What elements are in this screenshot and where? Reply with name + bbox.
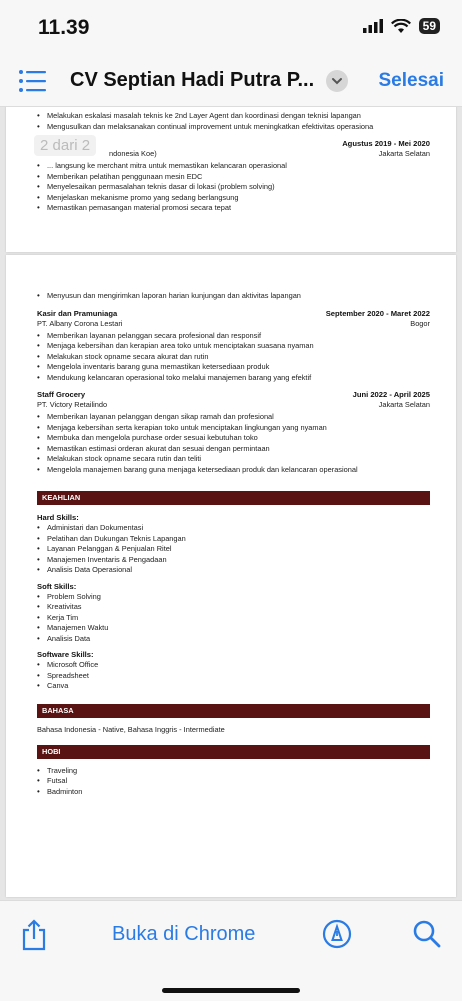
search-icon — [412, 919, 442, 949]
list-item: • Microsoft Office — [37, 660, 430, 671]
page2-content — [37, 291, 430, 797]
list-item: • Manajemen Inventaris & Pengadaan — [37, 555, 430, 566]
list-item: • Mendukung kelancaran operasional toko melalui manajemen barang yang efektif — [37, 373, 430, 384]
list-item: • Mengelola manajemen barang guna menjaga ketersediaan produk dan kelancaran operasional — [37, 465, 430, 476]
section-header-keahlian: KEAHLIAN — [37, 491, 430, 505]
home-indicator — [162, 988, 300, 993]
bahasa-text: Bahasa Indonesia - Native, Bahasa Inggris - Intermediate — [37, 724, 225, 734]
list-item: • Mengelola inventaris barang guna memastikan ketersediaan produk — [37, 362, 430, 373]
battery-icon: 59 — [419, 18, 440, 34]
markup-button[interactable] — [322, 919, 352, 954]
list-item: • Canva — [37, 681, 430, 692]
job-company-row — [37, 400, 430, 410]
section-header-hobi: HOBI — [37, 745, 430, 759]
share-button[interactable] — [20, 919, 48, 956]
list-item: • Administari dan Dokumentasi — [37, 523, 430, 534]
open-in-chrome-button[interactable]: Buka di Chrome — [112, 923, 256, 945]
list-item: • Badminton — [37, 787, 430, 798]
software-skills-label: Software Skills: — [37, 650, 94, 659]
page-indicator: 2 dari 2 — [34, 135, 96, 156]
job-title: Staff Grocery — [37, 390, 86, 399]
list-item: • Mengusulkan dan melaksanakan continual improvement untuk meningkatkan efektivitas operasiona — [37, 122, 430, 133]
list-item: • Kerja Tim — [37, 613, 430, 624]
nav-bar — [0, 56, 462, 107]
page1-content — [37, 111, 430, 214]
list-item: • Menyelesaikan permasalahan teknis dasar di lokasi (problem solving) — [37, 182, 430, 193]
job-date: Juni 2022 - April 2025 — [352, 390, 430, 399]
job-company: ndonesia Koe) — [109, 149, 157, 158]
job-location: Jakarta Selatan — [378, 149, 430, 158]
list-item: • Memastikan pemasangan material promosi secara tepat — [37, 203, 430, 214]
job-date: Agustus 2019 - Mei 2020 — [342, 139, 430, 148]
list-item: • Melakukan eskalasi masalah teknis ke 2nd Layer Agent dan koordinasi dengan teknisi lapangan — [37, 111, 430, 122]
document-title: CV Septian Hadi Putra P... — [70, 69, 315, 91]
list-item: • Analisis Data — [37, 634, 430, 645]
wifi-icon — [391, 19, 411, 34]
list-item: • Melakukan stock opname secara akurat dan rutin — [37, 352, 430, 363]
list-item: • ... langsung ke merchant mitra untuk memastikan kelancaran operasional — [37, 161, 430, 172]
share-icon — [20, 919, 48, 951]
markup-pen-icon — [322, 919, 352, 949]
pdf-page-2 — [6, 255, 456, 897]
list-item: • Memberikan layanan pelanggan dengan sikap ramah dan profesional — [37, 412, 430, 423]
chevron-down-icon — [326, 70, 348, 92]
document-viewer[interactable] — [0, 107, 462, 900]
done-button[interactable]: Selesai — [378, 70, 444, 91]
bottom-toolbar — [0, 900, 462, 1001]
hard-skills-label: Hard Skills: — [37, 513, 79, 522]
job-location: Jakarta Selatan — [378, 400, 430, 409]
status-time: 11.39 — [38, 16, 90, 39]
soft-skills-label: Soft Skills: — [37, 581, 77, 591]
list-item: • Layanan Pelanggan & Penjualan Ritel — [37, 544, 430, 555]
job-company: PT. Victory Retailindo — [37, 400, 108, 409]
job-location: Bogor — [410, 318, 430, 328]
status-icons — [363, 18, 440, 34]
job-header — [37, 389, 430, 400]
job-company-row — [37, 319, 430, 329]
list-item: • Membuka dan mengelola purchase order sesuai kebutuhan toko — [37, 433, 430, 444]
signal-icon — [363, 19, 383, 33]
pdf-page-1 — [6, 107, 456, 252]
list-item: • Memastikan estimasi orderan akurat dan sesuai dengan permintaan — [37, 444, 430, 455]
list-item: • Traveling — [37, 766, 430, 777]
status-bar — [0, 0, 462, 56]
section-header-bahasa: BAHASA — [37, 704, 430, 718]
list-item: • Spreadsheet — [37, 671, 430, 682]
list-item: • Problem Solving — [37, 592, 430, 603]
list-item: • Analisis Data Operasional — [37, 565, 430, 576]
list-item: • Menjaga kebersihan dan kerapian area toko untuk menciptakan suasana nyaman — [37, 341, 430, 352]
search-button[interactable] — [412, 919, 442, 954]
list-item: • Memberikan pelatihan penggunaan mesin EDC — [37, 172, 430, 183]
list-item: • Manajemen Waktu — [37, 623, 430, 634]
list-icon — [18, 68, 48, 94]
job-company: PT. Albany Corona Lestari — [37, 318, 123, 328]
list-button[interactable] — [18, 68, 48, 94]
job-date: September 2020 - Maret 2022 — [325, 308, 430, 318]
list-item: • Memberikan layanan pelanggan secara profesional dan responsif — [37, 331, 430, 342]
list-item: • Menjelaskan mekanisme promo yang sedang berlangsung — [37, 193, 430, 204]
list-item: • Pelatihan dan Dukungan Teknis Lapangan — [37, 534, 430, 545]
list-item: • Futsal — [37, 776, 430, 787]
job-title: Kasir dan Pramuniaga — [37, 308, 118, 318]
list-item: • Menyusun dan mengirimkan laporan harian kunjungan dan aktivitas lapangan — [37, 291, 430, 302]
list-item: • Melakukan stock opname secara rutin dan teliti — [37, 454, 430, 465]
list-item: • Kreativitas — [37, 602, 430, 613]
job-header — [37, 308, 430, 319]
title-menu-button[interactable] — [326, 70, 348, 92]
list-item: • Menjaga kebersihan serta kerapian toko untuk menciptakan lingkungan yang nyaman — [37, 423, 430, 434]
